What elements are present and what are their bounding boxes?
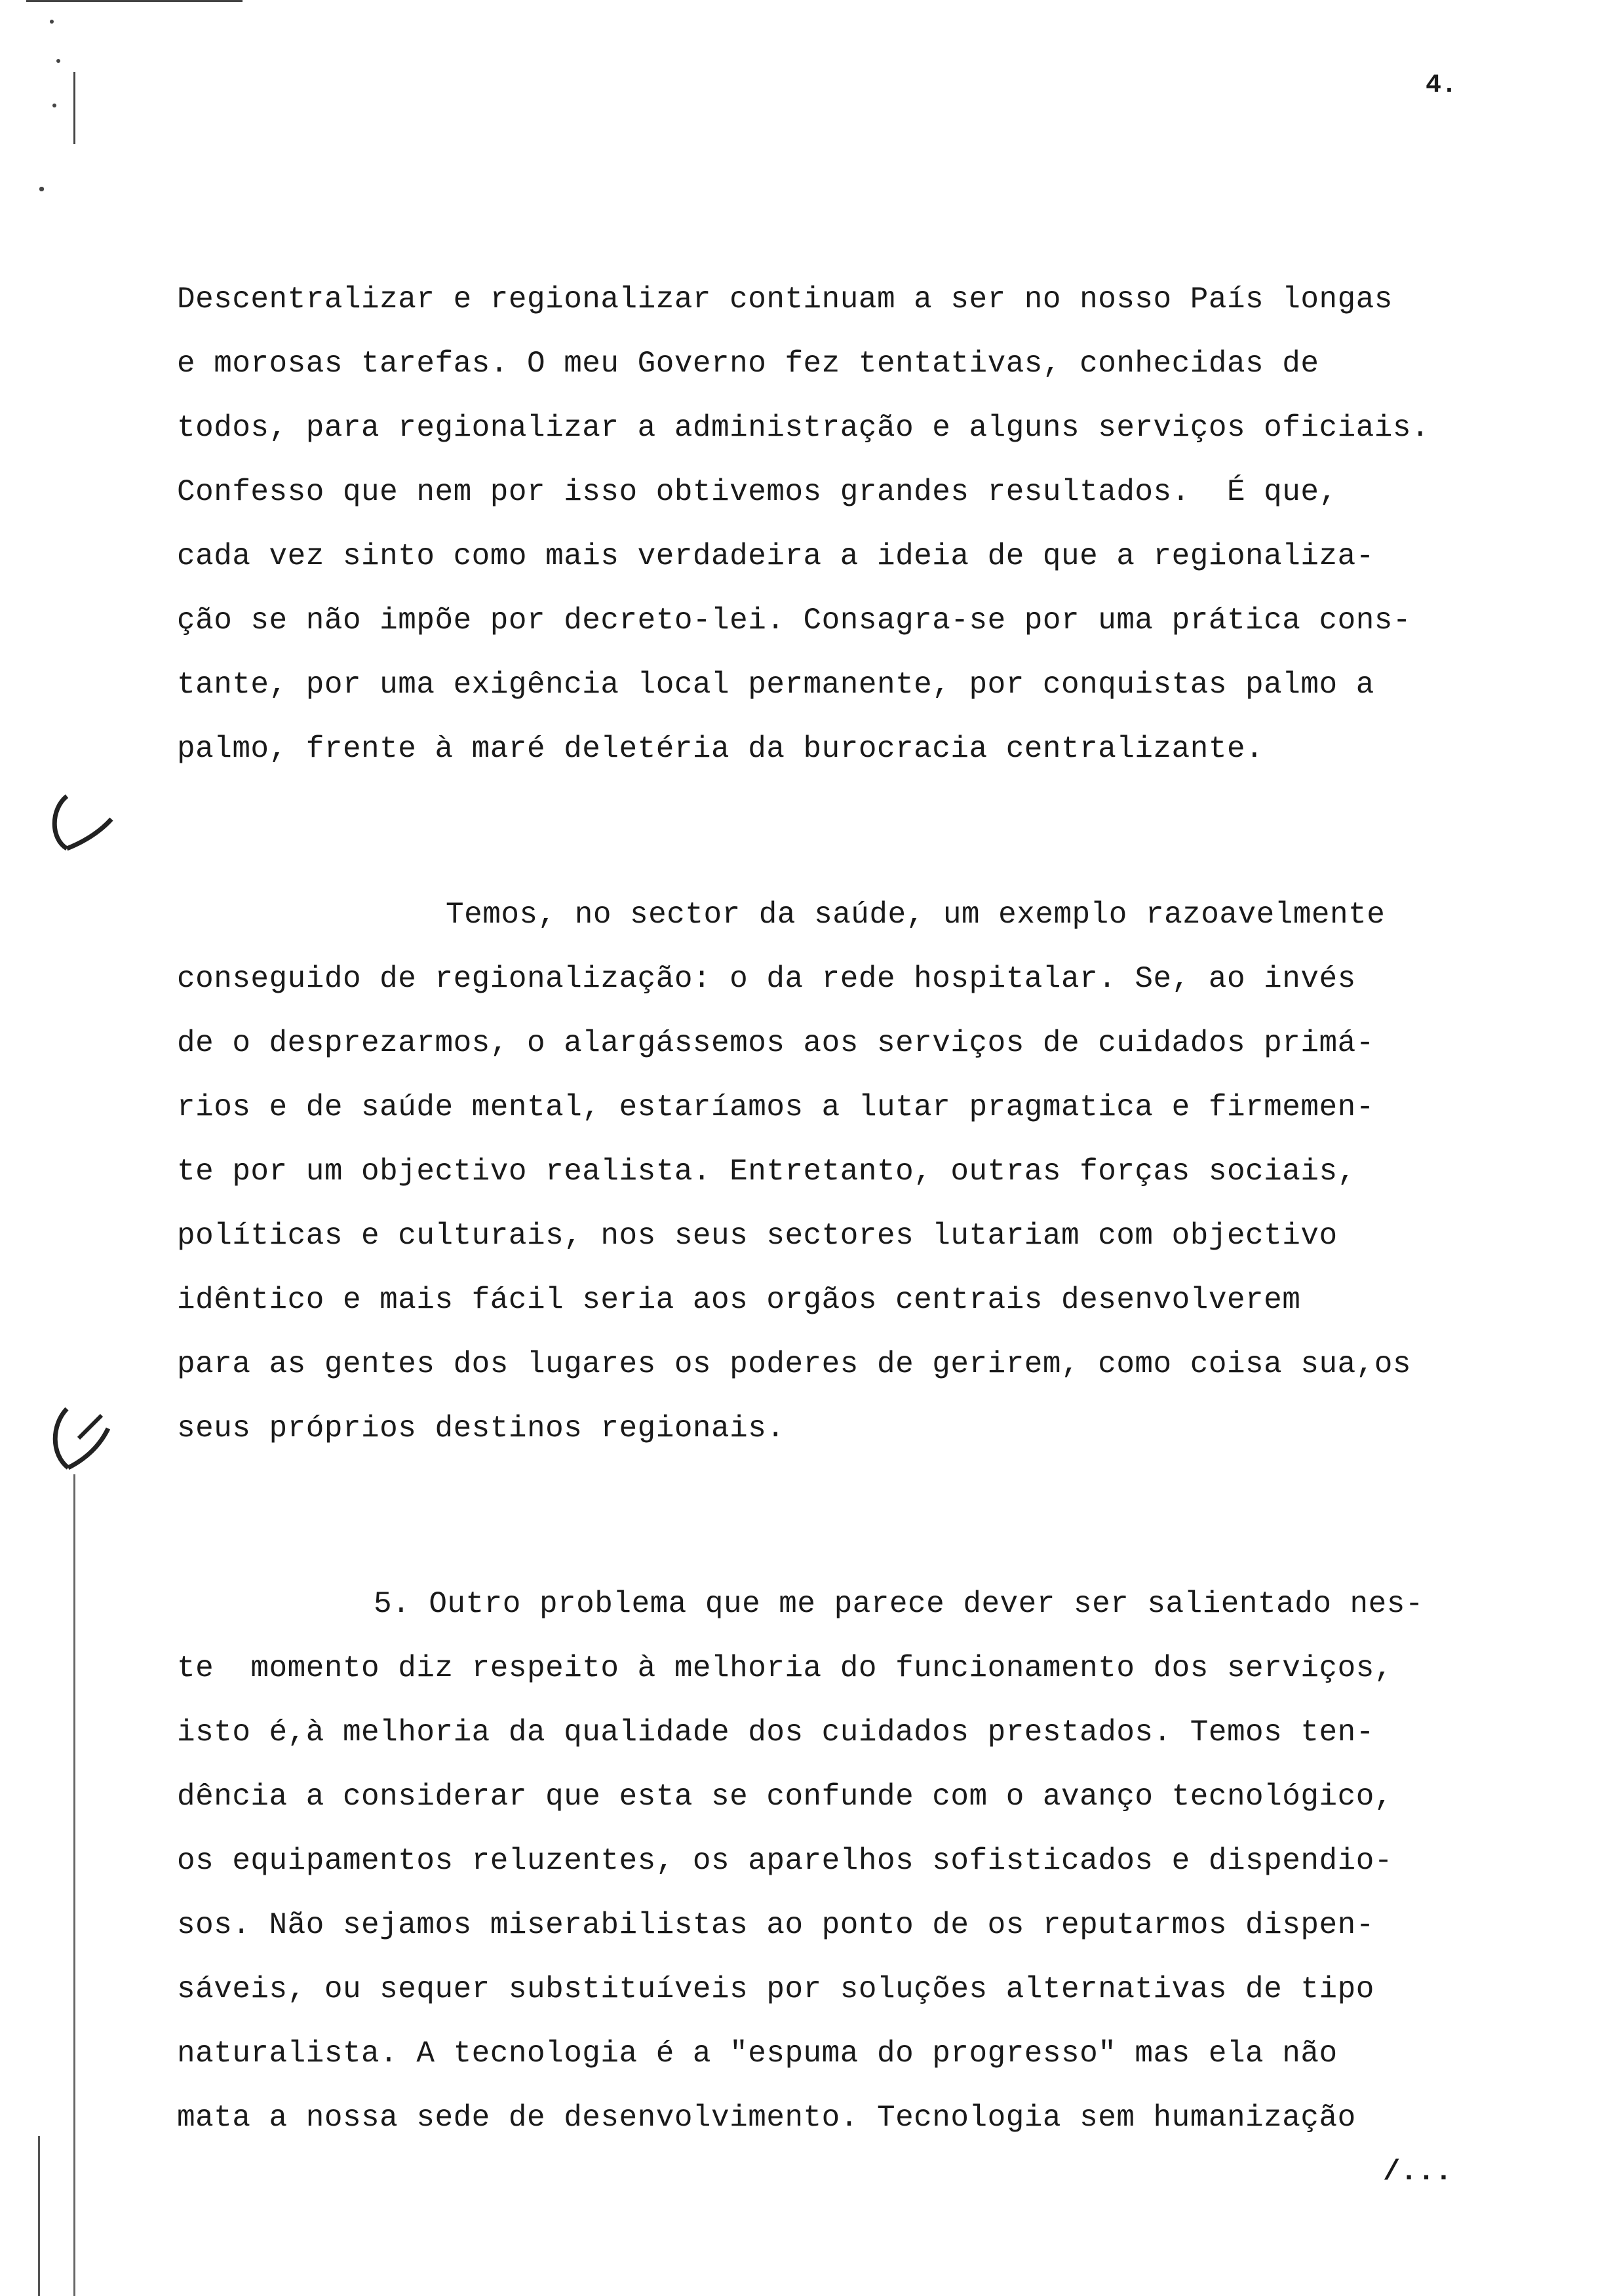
scan-dot [39, 187, 44, 191]
checkmark-annotation-icon [39, 1399, 118, 1508]
continuation-marker: /... [1383, 2156, 1452, 2189]
text-line: políticas e culturais, nos seus sectores lutariam com objectivo [177, 1219, 1338, 1253]
text-line: idêntico e mais fácil seria aos orgãos centrais desenvolverem [177, 1283, 1301, 1317]
text-line: rios e de saúde mental, estaríamos a lutar pragmatica e firmemen- [177, 1090, 1374, 1124]
text-line: e morosas tarefas. O meu Governo fez tentativas, conhecidas de [177, 347, 1319, 381]
text-line: de o desprezarmos, o alargássemos aos serviços de cuidados primá- [177, 1026, 1374, 1060]
text-line: sáveis, ou sequer substituíveis por soluções alternativas de tipo [177, 1972, 1374, 2006]
text-line: seus próprios destinos regionais. [177, 1411, 785, 1445]
paragraph-2 [177, 883, 1540, 1461]
scan-line-left [73, 72, 75, 144]
paragraph-gap [177, 781, 1540, 883]
text-line: Descentralizar e regionalizar continuam a ser no nosso País longas [177, 282, 1393, 316]
body-text [177, 267, 1540, 2150]
scan-dot [56, 59, 60, 63]
text-line: dência a considerar que esta se confunde com o avanço tecnológico, [177, 1780, 1393, 1814]
scan-dot [38, 2136, 40, 2296]
text-line: tante, por uma exigência local permanente, por conquistas palmo a [177, 668, 1374, 702]
text-line: mata a nossa sede de desenvolvimento. Tecnologia sem humanização [177, 2101, 1356, 2135]
text-line: naturalista. A tecnologia é a "espuma do progresso" mas ela não [177, 2037, 1338, 2071]
paragraph-1 [177, 267, 1540, 781]
text-line: te por um objectivo realista. Entretanto, outras forças sociais, [177, 1155, 1356, 1189]
text-line: todos, para regionalizar a administração e alguns serviços oficiais. [177, 411, 1430, 445]
text-line: isto é,à melhoria da qualidade dos cuidados prestados. Temos ten- [177, 1715, 1374, 1750]
text-line: Confesso que nem por isso obtivemos grandes resultados. É que, [177, 475, 1338, 509]
scan-line-left-lower [73, 1474, 75, 2296]
scan-dot [50, 20, 54, 24]
text-line: te momento diz respeito à melhoria do funcionamento dos serviços, [177, 1651, 1393, 1685]
text-line: cada vez sinto como mais verdadeira a ideia de que a regionaliza- [177, 539, 1374, 573]
text-line: os equipamentos reluzentes, os aparelhos sofisticados e dispendio- [177, 1844, 1393, 1878]
checkmark-annotation-icon [41, 783, 119, 879]
text-line: sos. Não sejamos miserabilistas ao ponto de os reputarmos dispen- [177, 1908, 1374, 1942]
text-line: para as gentes dos lugares os poderes de gerirem, como coisa sua,os [177, 1347, 1412, 1381]
text-line: palmo, frente à maré deletéria da burocracia centralizante. [177, 732, 1264, 766]
text-line: 5. Outro problema que me parece dever ser salientado nes- [374, 1587, 1424, 1621]
text-line: ção se não impõe por decreto-lei. Consagra-se por uma prática cons- [177, 603, 1412, 638]
text-line: conseguido de regionalização: o da rede hospitalar. Se, ao invés [177, 962, 1356, 996]
page-number: 4. [1426, 71, 1458, 100]
paragraph-3 [177, 1572, 1540, 2150]
scan-dot [52, 104, 56, 107]
scan-line-top [26, 0, 243, 2]
text-line: Temos, no sector da saúde, um exemplo razoavelmente [446, 898, 1386, 932]
paragraph-gap [177, 1461, 1540, 1572]
